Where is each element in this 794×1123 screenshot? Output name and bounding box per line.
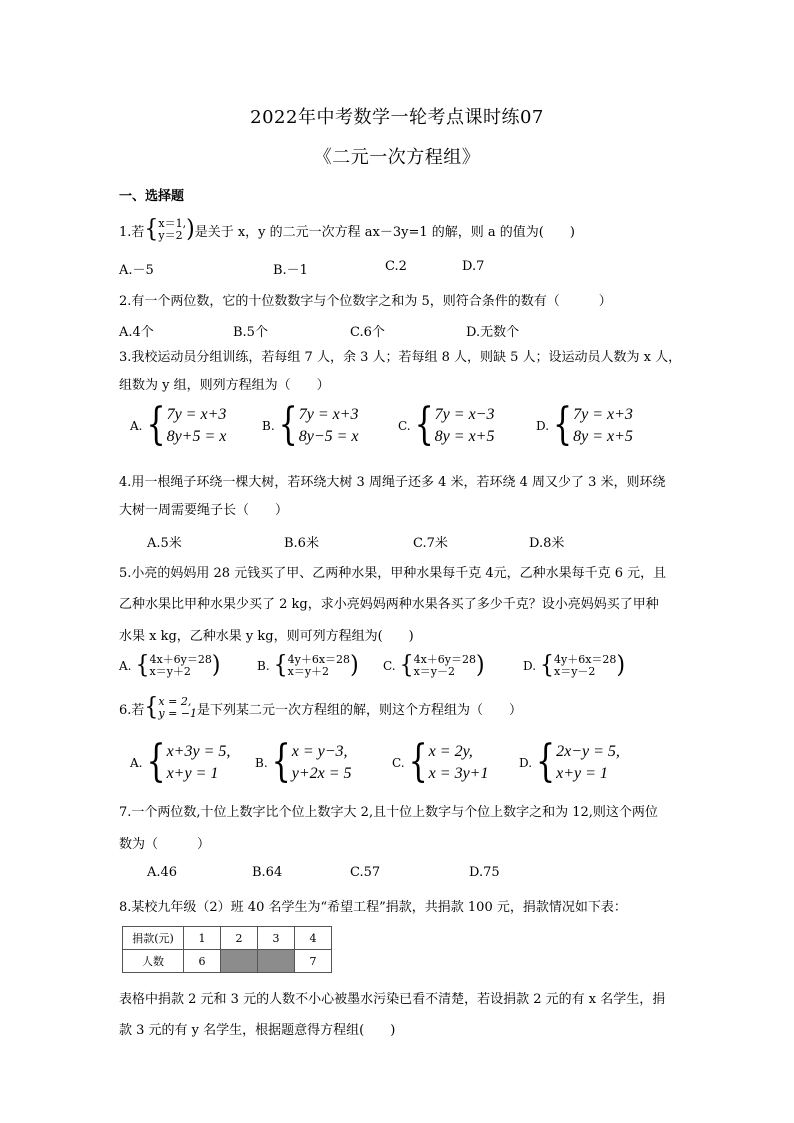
q3-b-label: B. [262, 419, 275, 433]
q6-option-d[interactable]: D. { 2x−y = 5, x+y = 1 [519, 736, 620, 788]
q3-c-eq2: 8y = x+5 [434, 428, 495, 445]
q4-option-c[interactable]: C.7米 [413, 536, 448, 551]
table-cell: 7 [295, 950, 332, 973]
q7-option-b[interactable]: B.64 [252, 865, 283, 880]
q5-a-eq2: x＝y＋2 [149, 665, 191, 678]
q2-option-d[interactable]: D.无数个 [466, 325, 520, 340]
q6-option-b[interactable]: B. { x = y−3, y+2x = 5 [255, 736, 352, 788]
table-cell: 1 [184, 927, 221, 950]
q6-a-eq2: x+y = 1 [166, 765, 219, 782]
question-5-line-3: 水果 x kg，乙种水果 y kg，则可列方程组为( ) [119, 629, 414, 644]
q3-option-c[interactable]: C. { 7y = x−3 8y = x+5 [398, 399, 495, 451]
q5-a-eq1: 4x＋6y＝28 [149, 653, 212, 666]
q6-a-label: A. [130, 756, 143, 770]
question-8-line-1: 8.某校九年级（2）班 40 名学生为“希望工程”捐款，共捐款 100 元，捐款情况如下表： [119, 900, 627, 915]
question-5-line-1: 5.小亮的妈妈用 28 元钱买了甲、乙两种水果，甲种水果每千克 4元，乙种水果每千克 6 元，且 [119, 566, 667, 581]
q6-option-a[interactable]: A. { x+3y = 5, x+y = 1 [130, 736, 231, 788]
q1-system: { x＝1, y＝2 ) [144, 215, 195, 244]
q3-option-b[interactable]: B. { 7y = x+3 8y−5 = x [262, 399, 359, 451]
q5-option-c[interactable]: C. { 4x＋6y＝28 x＝y－2 ) [383, 651, 485, 680]
q1-option-b[interactable]: B.－1 [273, 263, 308, 278]
q1-eq1: x＝1, [158, 217, 187, 230]
q3-d-label: D. [536, 419, 550, 433]
q6-c-eq2: x = 3y+1 [428, 765, 489, 782]
q3-d-eq1: 7y = x+3 [573, 406, 633, 423]
question-6 [119, 693, 523, 722]
question-8-line-2: 表格中捐款 2 元和 3 元的人数不小心被墨水污染已看不清楚，若设捐款 2 元的有 x 名学生，捐 [119, 992, 666, 1007]
q3-option-a[interactable]: A. { 7y = x+3 8y+5 = x [130, 399, 227, 451]
q5-a-label: A. [119, 659, 132, 673]
donation-table [122, 926, 332, 973]
ink-stained-cell [221, 950, 258, 973]
q6-prefix: 6.若 [119, 702, 145, 718]
q5-option-a[interactable]: A. { 4x＋6y＝28 x＝y＋2 ) [119, 651, 221, 680]
q6-b-eq1: x = y−3, [291, 743, 348, 760]
q5-c-eq1: 4x＋6y＝28 [413, 653, 476, 666]
q7-option-c[interactable]: C.57 [350, 865, 381, 880]
q6-eq2: y = −1 [158, 707, 198, 720]
question-4-line-2: 大树一周需要绳子长（ ） [119, 503, 289, 518]
q6-text: 是下列某二元一次方程组的解，则这个方程组为（ ） [197, 702, 523, 718]
q6-d-label: D. [519, 756, 533, 770]
q5-b-label: B. [257, 659, 270, 673]
q2-option-a[interactable]: A.4个 [119, 325, 154, 340]
q2-option-c[interactable]: C.6个 [350, 325, 385, 340]
table-cell: 3 [258, 927, 295, 950]
table-cell: 人数 [123, 950, 184, 973]
q5-c-label: C. [383, 659, 396, 673]
q1-option-d[interactable]: D.7 [462, 259, 485, 274]
q3-a-eq1: 7y = x+3 [166, 406, 227, 423]
question-3-line-2: 组数为 y 组，则列方程组为（ ） [119, 378, 330, 393]
q6-b-eq2: y+2x = 5 [291, 765, 352, 782]
question-8-line-3: 款 3 元的有 y 名学生，根据题意得方程组( ) [119, 1023, 396, 1038]
q3-option-d[interactable]: D. { 7y = x+3 8y = x+5 [536, 399, 633, 451]
question-7-line-1: 7.一个两位数,十位上数字比个位上数字大 2,且十位上数字与个位上数字之和为 12,则这个两位 [119, 805, 658, 820]
q7-option-a[interactable]: A.46 [147, 865, 178, 880]
q6-d-eq2: x+y = 1 [556, 765, 608, 782]
q5-option-d[interactable]: D. { 4y＋6x＝28 x＝y－2 ) [523, 651, 626, 680]
question-1 [119, 215, 575, 244]
table-header-row [123, 927, 332, 950]
q1-option-a[interactable]: A.－5 [119, 263, 154, 278]
q4-option-d[interactable]: D.8米 [529, 536, 565, 551]
q1-option-c[interactable]: C.2 [385, 259, 407, 274]
question-2: 2.有一个两位数，它的十位数数字与个位数字之和为 5，则符合条件的数有（ ） [119, 294, 612, 309]
question-4-line-1: 4.用一根绳子环绕一棵大树，若环绕大树 3 周绳子还多 4 米，若环绕 4 周又少了 3 米，则环绕 [119, 475, 666, 490]
q5-option-b[interactable]: B. { 4y＋6x＝28 x＝y＋2 ) [257, 651, 359, 680]
q7-option-d[interactable]: D.75 [469, 865, 500, 880]
q2-option-b[interactable]: B.5个 [233, 325, 268, 340]
q3-b-eq2: 8y−5 = x [298, 428, 359, 445]
q6-option-c[interactable]: C. { x = 2y, x = 3y+1 [392, 736, 489, 788]
q1-eq2: y＝2 [158, 229, 183, 242]
q3-b-eq1: 7y = x+3 [298, 406, 359, 423]
q6-a-eq1: x+3y = 5, [166, 743, 231, 760]
q3-a-eq2: 8y+5 = x [166, 428, 227, 445]
q3-a-label: A. [130, 419, 143, 433]
q6-eq1: x = 2, [158, 695, 192, 708]
q5-c-eq2: x＝y－2 [413, 665, 455, 678]
q1-prefix: 1.若 [119, 224, 145, 240]
section-heading: 一、选择题 [119, 189, 185, 204]
q1-text: 是关于 x，y 的二元一次方程 ax－3y=1 的解，则 a 的值为( ) [194, 224, 575, 240]
q3-d-eq2: 8y = x+5 [573, 428, 633, 445]
table-cell: 4 [295, 927, 332, 950]
q5-d-eq1: 4y＋6x＝28 [554, 653, 617, 666]
q3-c-eq1: 7y = x−3 [434, 406, 495, 423]
q5-d-label: D. [523, 659, 537, 673]
q3-c-label: C. [398, 419, 411, 433]
q6-system: { x = 2, y = −1 [144, 693, 198, 722]
page-title: 2022年中考数学一轮考点课时练07 [250, 107, 544, 128]
table-cell: 2 [221, 927, 258, 950]
q6-c-eq1: x = 2y, [428, 743, 473, 760]
question-7-line-2: 数为（ ） [119, 837, 211, 852]
q5-b-eq1: 4y＋6x＝28 [287, 653, 351, 666]
q6-c-label: C. [392, 756, 405, 770]
q4-option-a[interactable]: A.5米 [147, 536, 182, 551]
table-cell: 6 [184, 950, 221, 973]
page-subtitle: 《二元一次方程组》 [313, 147, 481, 168]
q5-b-eq2: x＝y＋2 [287, 665, 330, 678]
ink-stained-cell [258, 950, 295, 973]
q6-b-label: B. [255, 756, 268, 770]
table-cell: 捐款(元) [123, 927, 184, 950]
question-5-line-2: 乙种水果比甲种水果少买了 2 kg，求小亮妈妈两种水果各买了多少千克？设小亮妈妈买了甲种 [119, 597, 659, 612]
q6-d-eq1: 2x−y = 5, [556, 743, 620, 760]
q5-d-eq2: x＝y－2 [554, 665, 596, 678]
table-row [123, 950, 332, 973]
question-3-line-1: 3.我校运动员分组训练，若每组 7 人，余 3 人；若每组 8 人，则缺 5 人；设运动员人数为 x 人， [119, 350, 682, 365]
q4-option-b[interactable]: B.6米 [284, 536, 319, 551]
